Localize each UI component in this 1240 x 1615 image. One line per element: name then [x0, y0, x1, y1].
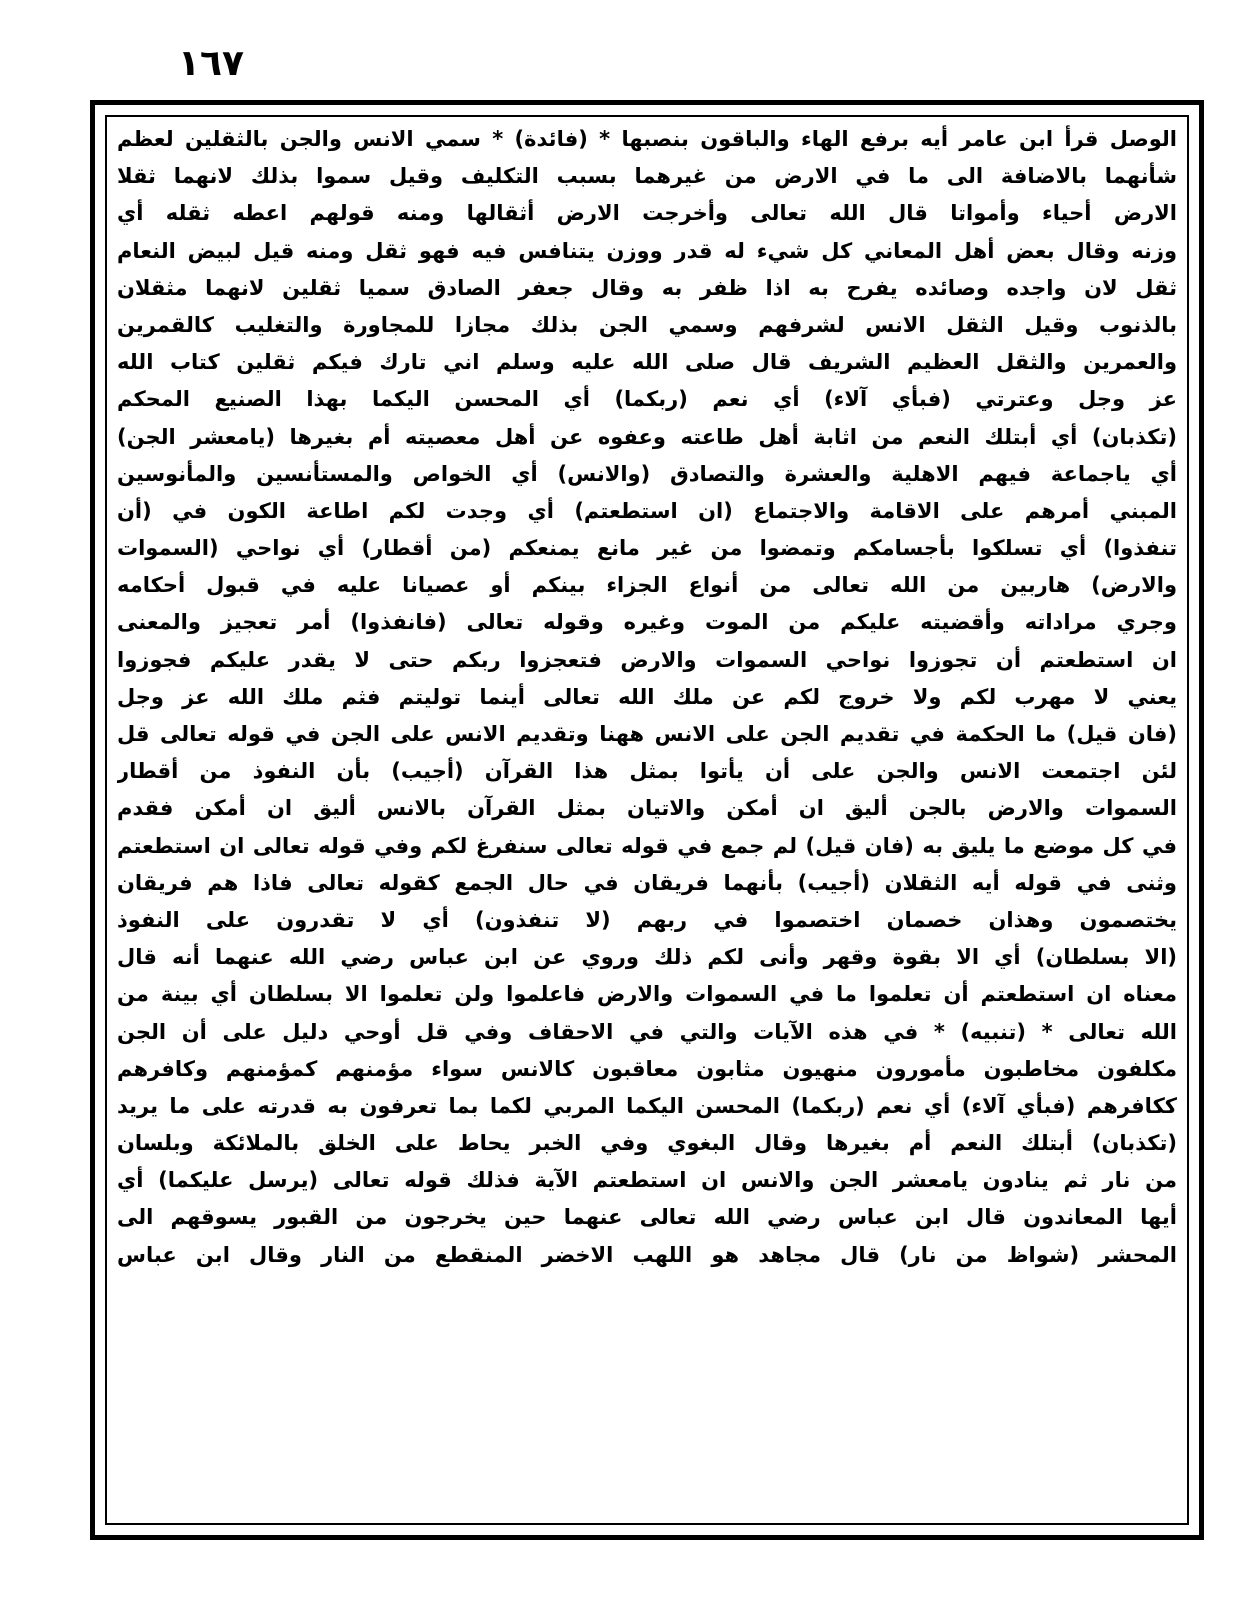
text-line: بالذنوب وقيل الثقل الانس لشرفهم وسمي الجن بذلك مجازا للمجاورة والتغليب كالقمرين: [117, 312, 1177, 337]
text-line: الارض أحياء وأمواتا قال الله تعالى وأخرجت الارض أثقالها ومنه قولهم اعطه ثقله أي: [117, 201, 1177, 226]
text-line: تنفذوا) أي تسلكوا بأجسامكم وتمضوا من غير مانع يمنعكم (من أقطار) أي نواحي (السموات: [117, 536, 1177, 561]
page-number: ١٦٧: [178, 43, 244, 84]
text-line: (فان قيل) ما الحكمة في تقديم الجن على الانس ههنا وتقديم الانس على الجن في قوله تعالى قل: [117, 722, 1177, 746]
body-text: [117, 121, 1177, 1519]
text-line: (الا بسلطان) أي الا بقوة وقهر وأنى لكم ذلك وروي عن ابن عباس رضي الله عنهما أنه قال: [117, 945, 1177, 970]
text-line: والارض) هاربين من الله تعالى من أنواع الجزاء بينكم أو عصيانا عليه في قبول أحكامه: [117, 573, 1177, 598]
text-line: المبني أمرهم على الاقامة والاجتماع (ان استطعتم) أي وجدت لكم اطاعة الكون في (أن: [117, 498, 1177, 523]
text-line: يعني لا مهرب لكم ولا خروج لكم عن ملك الله تعالى أينما توليتم فثم ملك الله عز وجل: [117, 684, 1177, 709]
text-line: مكلفون مخاطبون مأمورون منهيون مثابون معاقبون كالانس سواء مؤمنهم كمؤمنهم وكافرهم: [117, 1056, 1177, 1081]
text-line: وثنى في قوله أيه الثقلان (أجيب) بأنهما فريقان في حال الجمع كقوله تعالى فاذا هم فريقان: [117, 870, 1177, 895]
text-line: عز وجل وعترتي (فبأي آلاء) أي نعم (ربكما) أي المحسن اليكما بهذا الصنيع المحكم: [117, 387, 1177, 412]
text-line: المحشر (شواظ من نار) قال مجاهد هو اللهب الاخضر المنقطع من النار وقال ابن عباس: [117, 1242, 1177, 1267]
text-line: السموات والارض بالجن أليق ان أمكن والاتيان بمثل القرآن بالانس أليق ان أمكن فقدم: [117, 796, 1177, 821]
text-line: وجري مراداته وأقضيته عليكم من الموت وغيره وقوله تعالى (فانفذوا) أمر تعجيز والمعنى: [117, 610, 1177, 635]
text-line: لئن اجتمعت الانس والجن على أن يأتوا بمثل هذا القرآن (أجيب) بأن النفوذ من أقطار: [117, 759, 1177, 784]
text-line: أيها المعاندون قال ابن عباس رضي الله تعالى عنهما حين يخرجون من القبور يسوقهم الى: [117, 1205, 1177, 1230]
page-border: [90, 100, 1204, 1540]
text-line: الوصل قرأ ابن عامر أيه برفع الهاء والباقون بنصبها * (فائدة) * سمي الانس والجن بالثقلين لعظم: [117, 127, 1177, 151]
text-line: أي ياجماعة فيهم الاهلية والعشرة والتصادق (والانس) أي الخواص والمستأنسين والمأنوسين: [117, 461, 1177, 486]
page-inner-border: [105, 115, 1189, 1525]
text-line: يختصمون وهذان خصمان اختصموا في ربهم (لا تنفذون) أي لا تقدرون على النفوذ: [117, 907, 1177, 932]
text-line: الله تعالى * (تنبيه) * في هذه الآيات والتي في الاحقاف وفي قل أوحي دليل على أن الجن: [117, 1019, 1177, 1044]
text-line: من نار ثم ينادون يامعشر الجن والانس ان استطعتم الآية فذلك قوله تعالى (يرسل عليكما) أي: [117, 1168, 1177, 1193]
text-line: معناه ان استطعتم أن تعلموا ما في السموات والارض فاعلموا ولن تعلموا الا بسلطان أي بينة من: [117, 982, 1177, 1007]
text-line: ككافرهم (فبأي آلاء) أي نعم (ربكما) المحسن اليكما المربي لكما بما تعرفون به قدرته على ما يريد: [117, 1093, 1177, 1118]
text-line: شأنهما بالاضافة الى ما في الارض من غيرهما بسبب التكليف وقيل سموا بذلك لانهما ثقلا: [117, 164, 1177, 189]
text-line: (تكذبان) أبتلك النعم أم بغيرها وقال البغوي وفي الخبر يحاط على الخلق بالملائكة وبلسان: [117, 1131, 1177, 1156]
text-line: والعمرين والثقل العظيم الشريف قال صلى الله عليه وسلم اني تارك فيكم ثقلين كتاب الله: [117, 350, 1177, 375]
text-line: وزنه وقال بعض أهل المعاني كل شيء له قدر ووزن يتنافس فيه فهو ثقل ومنه قيل لبيض النعام: [117, 238, 1177, 263]
text-line: في كل موضع ما يليق به (فان قيل) لم جمع في قوله تعالى سنفرغ لكم وفي قوله تعالى ان استطعتم: [117, 833, 1177, 858]
text-line: ان استطعتم أن تجوزوا نواحي السموات والارض فتعجزوا ربكم حتى لا يقدر عليكم فجوزوا: [117, 647, 1177, 672]
text-line: ثقل لان واجده وصائده يفرح به اذا ظفر به وقال جعفر الصادق سميا ثقلين لانهما مثقلان: [117, 275, 1177, 300]
text-line: (تكذبان) أي أبتلك النعم من اثابة أهل طاعته وعفوه عن أهل معصيته أم بغيرها (يامعشر الجن): [117, 424, 1177, 449]
